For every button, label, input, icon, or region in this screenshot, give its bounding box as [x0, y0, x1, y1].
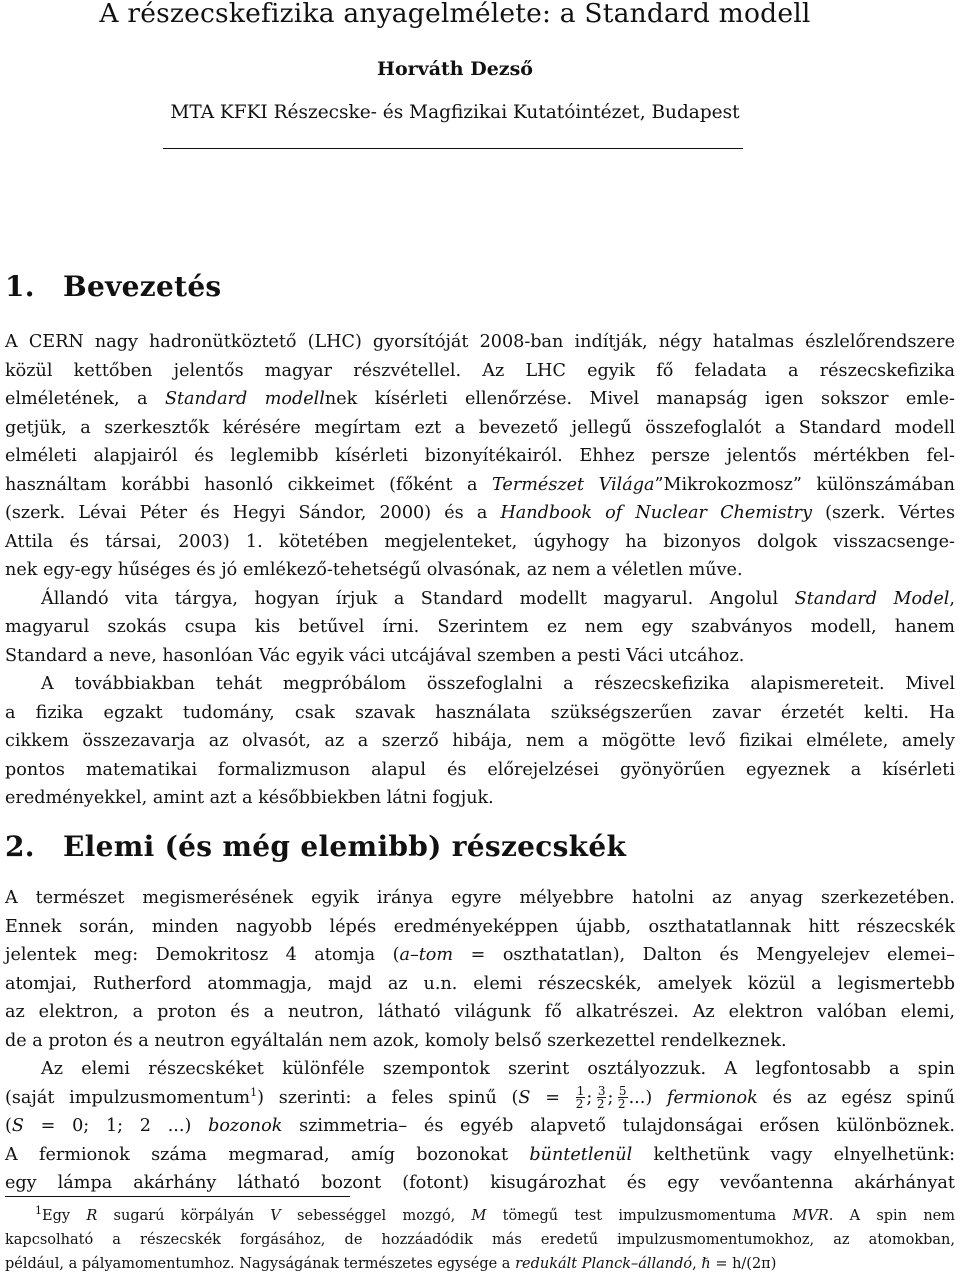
text-line: jelentek meg: Demokritosz 4 atomja (a–tom = oszthatatlan), Dalton és Mengyelejev elemei– [5, 945, 955, 965]
section-1-body [5, 328, 955, 813]
italic-term: Standard modell [164, 389, 325, 409]
section-title: Bevezetés [63, 270, 222, 303]
italic-term: Handbook of Nuclear Chemistry [500, 503, 813, 523]
text-line: A CERN nagy hadronütköztető (LHC) gyorsítóját 2008-ban indítják, négy hatalmas észlelőrendszere [5, 332, 955, 352]
author-name: Horváth Dezső [377, 58, 533, 80]
footnote-mark: 1 [250, 1085, 258, 1099]
text-line: (S = 0; 1; 2 ...) bozonok szimmetria– és egyéb alapvető tulajdonságai erősen különböznek. [5, 1116, 956, 1136]
footnote-mark: 1 [35, 1204, 42, 1218]
math-symbol: S [11, 1116, 24, 1136]
text-line: cikkem összezavarja az olvasót, az a szerző hibája, nem a mögötte levő fizikai elmélete, amely [5, 731, 955, 751]
fraction: $\frac{5}{2}$ [617, 1084, 627, 1111]
text-line: Standard a neve, hasonlóan Vác egyik váci utcájával szemben a pesti Váci utcához. [5, 645, 745, 666]
text-line: de a proton és a neutron egyáltalán nem azok, komoly belső szerkezettel rendelkeznek. [5, 1030, 787, 1051]
text-line: A fermionok száma megmarad, amíg bozonokat büntetlenül kelthetünk vagy elnyelhetünk: [5, 1144, 955, 1165]
section-title: Elemi (és még elemibb) részecskék [63, 830, 627, 863]
text-line: Ennek során, minden nagyobb lépés eredményeképpen újabb, oszthatatlannak hitt részecskék [5, 916, 955, 937]
italic-term: büntetlenül [529, 1144, 633, 1165]
text-line: magyarul szokás csupa kis betűvel írni. Szerintem ez nem egy szabványos modell, hanem [5, 617, 955, 637]
text-line: Attila és társai, 2003) 1. kötetében megjelenteket, úgyhogy ha bizonyos dolgok visszacsenge- [5, 531, 955, 552]
section-2-body [5, 884, 955, 1198]
title-divider [163, 148, 743, 149]
author-affiliation: MTA KFKI Részecske- és Magfizikai Kutatóintézet, Budapest [170, 102, 740, 123]
text-line: az elektron, a proton és a neutron, látható világunk fő alkatrészei. Az elektron valóban elemi, [5, 1002, 955, 1022]
paper-title: A részecskefizika anyagelmélete: a Standard modell [99, 0, 811, 29]
fraction: $\frac{3}{2}$ [596, 1084, 606, 1111]
italic-term: bozonok [208, 1116, 283, 1136]
italic-term: fermionok [666, 1087, 758, 1108]
text-line: pontos matematikai formalizmuson alapul és előrejelzései gyönyörűen egyeznek a kísérleti [5, 759, 955, 780]
text-line: elméletének, a Standard modellnek kísérleti ellenőrzése. Mivel manapság igen sokszor emle- [5, 389, 955, 409]
footnote-line: $^1$Egy R sugarú körpályán V sebességgel mozgó, M tömegű test impulzusmomentuma MVR. A spin nem [35, 1204, 955, 1224]
text-line: a fizika egzakt tudomány, csak szavak használata szükségszerűen zavar érzetét kelti. Ha [5, 702, 955, 723]
section-number: 1. [5, 270, 35, 303]
section-heading-2 [5, 830, 626, 863]
fraction: $\frac{1}{2}$ [575, 1084, 585, 1111]
text-line: egy lámpa akárhány látható bozont (fotont) kisugározhat és egy vevőantenna akárhányat [5, 1173, 955, 1193]
text-line: A természet megismerésének egyik iránya egyre mélyebbre hatolni az anyag szerkezetében. [5, 888, 955, 908]
text-line: Állandó vita tárgya, hogyan írjuk a Standard modellt magyarul. Angolul Standard Model, [41, 588, 955, 609]
text-line: atomjai, Rutherford atommagja, majd az u.n. elemi részecskék, amelyek közül a legismertebb [5, 973, 955, 994]
italic-term: Természet Világa [492, 474, 655, 495]
text-line: eredményekkel, amint azt a későbbiekben látni fogjuk. [5, 788, 494, 808]
section-number: 2. [5, 830, 35, 863]
footnote-line: például, a pályamomentumhoz. Nagyságának természetes egysége a redukált Planck–állandó, ℏ = h/(2π) [5, 1256, 777, 1272]
italic-term: a–tom [399, 945, 454, 965]
text-line: elméleti alapjairól és leglemibb kísérleti bizonyítékairól. Ehhez persze jelentős mértékben fel- [5, 446, 955, 466]
text-line: közül kettőben jelentős magyar részvétellel. Az LHC egyik fő feladata a részecskefizika [5, 360, 955, 381]
math-symbol: S [518, 1087, 531, 1108]
text-line: Az elemi részecskéket különféle szempontok szerint osztályozzuk. A legfontosabb a spin [41, 1059, 955, 1079]
text-line: nek egy-egy hűséges és jó emlékező-tehetségű olvasónak, az nem a véletlen műve. [5, 560, 743, 580]
footnote-divider [5, 1196, 350, 1197]
footnote [5, 1204, 955, 1276]
section-heading-1 [5, 270, 222, 303]
footnote-line: kapcsolható a részecskék forgásához, de hozzáadódik más eredetű impulzusmomentumokhoz, az atomokban, [5, 1232, 955, 1248]
text-line: használtam korábbi hasonló cikkeimet (főként a Természet Világa”Mikrokozmosz” különszámában [5, 474, 955, 495]
text-line: (szerk. Lévai Péter és Hegyi Sándor, 2000) és a Handbook of Nuclear Chemistry (szerk. Vértes [5, 503, 955, 523]
text-line: getjük, a szerkesztők kérésére megírtam ezt a bevezető jellegű összefoglalót a Standard modell [5, 417, 955, 438]
text-line: (saját impulzusmomentum$^1$) szerinti: a feles spinű (S = $\frac{1}{2}$ ; $\frac{3}{2}$ ; $\frac{5}{2}$ ...) fermionok és az egész spinű [5, 1084, 955, 1111]
text-line: A továbbiakban tehát megpróbálom összefoglalni a részecskefizika alapismereteit. Mivel [41, 674, 955, 694]
italic-term: Standard Model [794, 588, 950, 609]
